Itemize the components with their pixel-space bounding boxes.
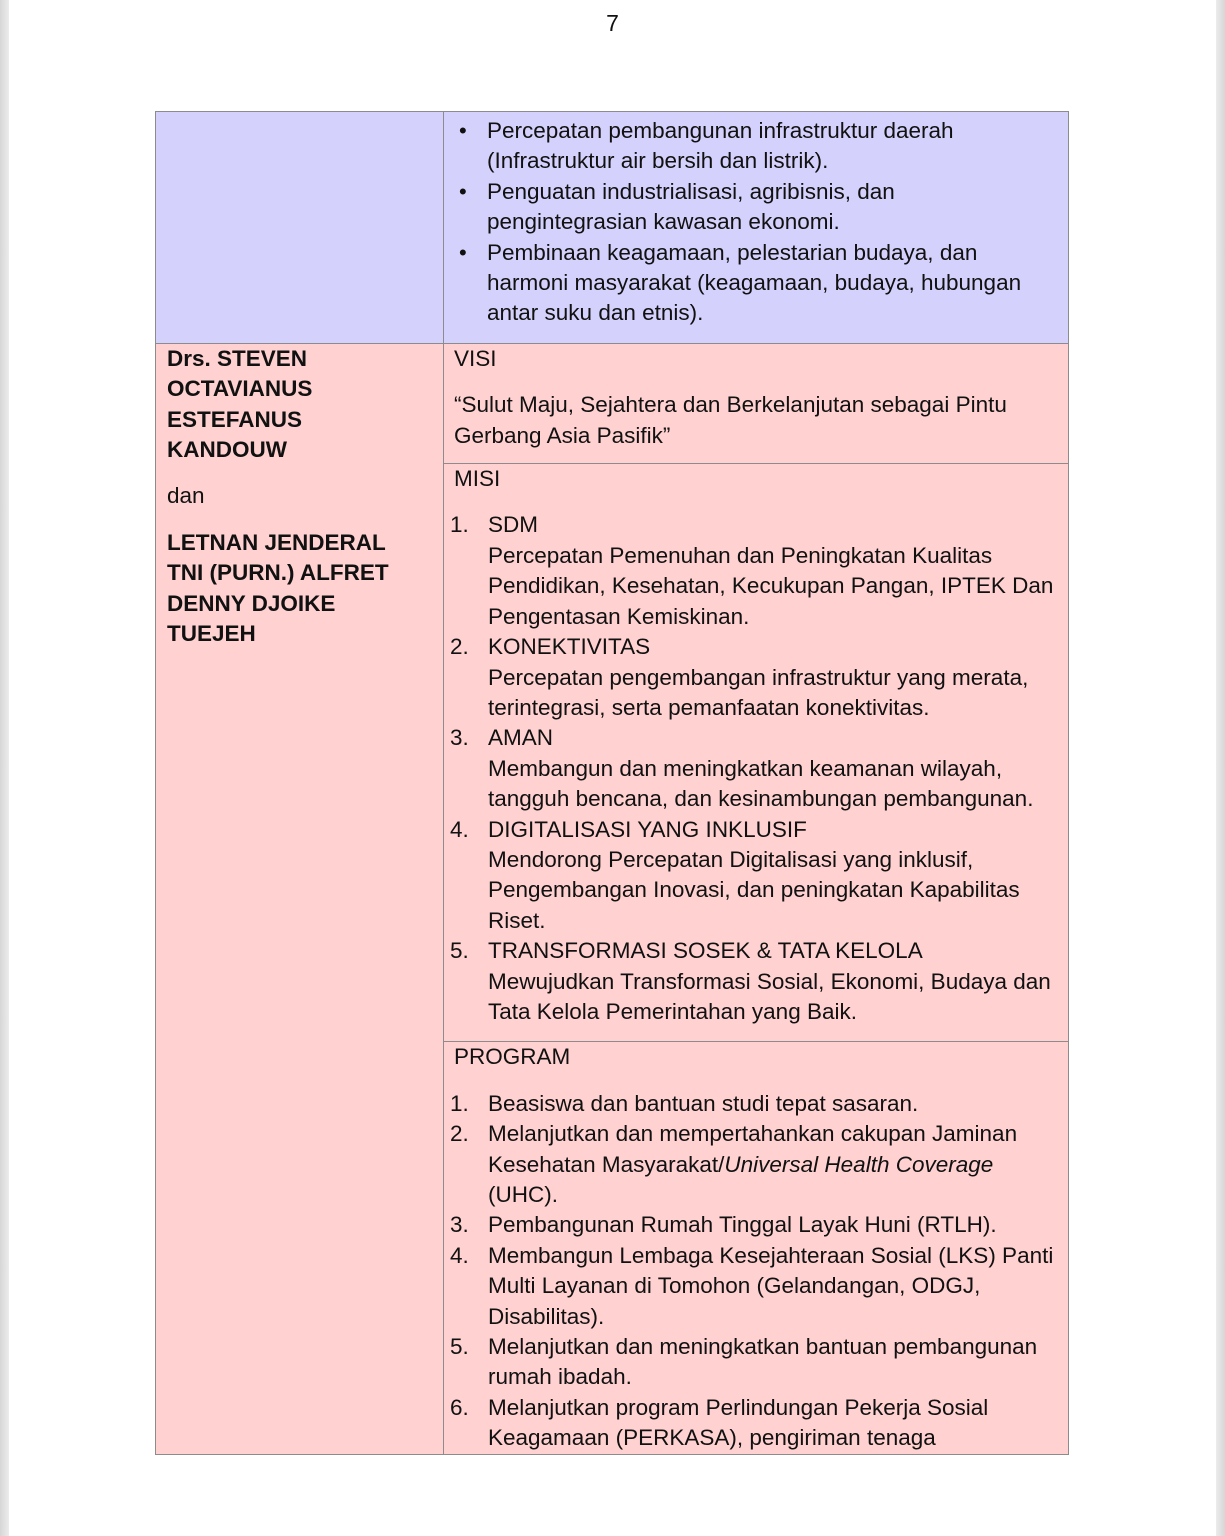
list-item [450, 1241, 1058, 1332]
page-edge-left [0, 0, 9, 1536]
vice-candidate-name-line: TUEJEH [167, 621, 256, 647]
vice-candidate-name-line: LETNAN JENDERAL [167, 529, 386, 555]
misi-section [444, 464, 1068, 1042]
list-number: 1. [450, 1090, 469, 1116]
candidate-vision-table [155, 111, 1069, 1455]
list-item: • Penguatan industrialisasi, agribisnis, dan pengintegrasian kawasan ekonomi. [454, 177, 1058, 238]
governor-candidate-name-line: KANDOUW [167, 437, 287, 463]
misi-title: MISI [454, 466, 501, 492]
program-text: Pembangunan Rumah Tinggal Layak Huni (RTLH). [488, 1212, 997, 1238]
page-number: 7 [606, 10, 619, 36]
list-number: 5. [450, 938, 469, 964]
list-item [450, 1119, 1058, 1210]
list-number: 5. [450, 1334, 469, 1360]
list-item: • Pembinaan keagamaan, pelestarian budaya, dan harmoni masyarakat (keagamaan, budaya, hubungan antar suku dan etnis). [454, 238, 1058, 329]
misi-heading: SDM [488, 512, 538, 538]
program-text: Melanjutkan program Perlindungan Pekerja Sosial Keagamaan (PERKASA), pengiriman tenaga [488, 1394, 989, 1451]
misi-description: Membangun dan meningkatkan keamanan wilayah, tangguh bencana, dan kesinambungan pembangunan. [488, 755, 1034, 812]
conjunction-text: dan [167, 483, 205, 509]
visi-title: VISI [454, 345, 497, 371]
list-item: • Percepatan pembangunan infrastruktur daerah (Infrastruktur air bersih dan listrik). [454, 116, 1058, 177]
list-item [450, 510, 1058, 632]
program-text: Melanjutkan dan meningkatkan bantuan pembangunan rumah ibadah. [488, 1334, 1038, 1390]
visi-section [444, 344, 1068, 464]
candidate-names-cell [156, 343, 444, 1454]
list-item [450, 815, 1058, 937]
list-number: 4. [450, 1242, 469, 1268]
misi-list [450, 510, 1058, 1027]
page-edge-right [1216, 0, 1225, 1536]
list-item [450, 1332, 1058, 1393]
program-text: Beasiswa dan bantuan studi tepat sasaran. [488, 1090, 919, 1116]
list-number: 2. [450, 634, 469, 660]
list-number: 3. [450, 1212, 469, 1238]
vision-mission-cell [444, 343, 1069, 1454]
program-text-italic: Universal Health Coverage [724, 1151, 994, 1177]
list-number: 1. [450, 512, 469, 538]
table-row-previous-candidate [156, 112, 1069, 344]
program-list [450, 1089, 1058, 1454]
list-item [450, 1210, 1058, 1240]
program-title: PROGRAM [454, 1044, 571, 1070]
program-text: (UHC). [488, 1182, 558, 1207]
list-item [450, 1393, 1058, 1454]
vice-candidate-name-line: DENNY DJOIKE [167, 590, 336, 616]
governor-candidate-name-line: Drs. STEVEN [167, 345, 308, 371]
list-number: 4. [450, 816, 469, 842]
misi-heading: AMAN [488, 725, 554, 751]
visi-text: “Sulut Maju, Sejahtera dan Berkelanjutan sebagai Pintu Gerbang Asia Pasifik” [454, 392, 1007, 448]
list-item [450, 1089, 1058, 1119]
misi-description: Mewujudkan Transformasi Sosial, Ekonomi, Budaya dan Tata Kelola Pemerintahan yang Baik. [488, 968, 1051, 1024]
misi-heading: KONEKTIVITAS [488, 634, 651, 660]
candidate-cell-empty [156, 112, 444, 344]
misi-description: Percepatan pengembangan infrastruktur yang merata, terintegrasi, serta pemanfaatan konektivitas. [488, 664, 1029, 720]
governor-candidate-name-line: OCTAVIANUS [167, 376, 313, 402]
program-section [444, 1042, 1068, 1453]
misi-description: Percepatan Pemenuhan dan Peningkatan Kualitas Pendidikan, Kesehatan, Kecukupan Pangan, IPTEK Dan Pengentasan Kemiskinan. [488, 542, 1054, 629]
list-number: 6. [450, 1394, 469, 1420]
program-text: Membangun Lembaga Kesejahteraan Sosial (LKS) Panti Multi Layanan di Tomohon (Gelandangan, ODGJ, Disabilitas). [488, 1242, 1054, 1329]
misi-heading: TRANSFORMASI SOSEK & TATA KELOLA [488, 938, 923, 964]
governor-candidate-name-line: ESTEFANUS [167, 406, 303, 432]
list-number: 3. [450, 725, 469, 751]
list-item [450, 936, 1058, 1027]
list-item [450, 723, 1058, 814]
program-bullets-cell [444, 112, 1069, 344]
table-row-kandouw-tuejeh [156, 343, 1069, 1454]
vice-candidate-name-line: TNI (PURN.) ALFRET [167, 560, 389, 586]
misi-heading: DIGITALISASI YANG INKLUSIF [488, 816, 807, 842]
program-text: Melanjutkan dan mempertahankan cakupan Jaminan Kesehatan Masyarakat/ [488, 1121, 1018, 1177]
list-number: 2. [450, 1121, 469, 1147]
list-item [450, 632, 1058, 723]
misi-description: Mendorong Percepatan Digitalisasi yang inklusif, Pengembangan Inovasi, dan peningkatan Kapabilitas Riset. [488, 846, 1020, 933]
program-bullet-list [444, 112, 1068, 343]
